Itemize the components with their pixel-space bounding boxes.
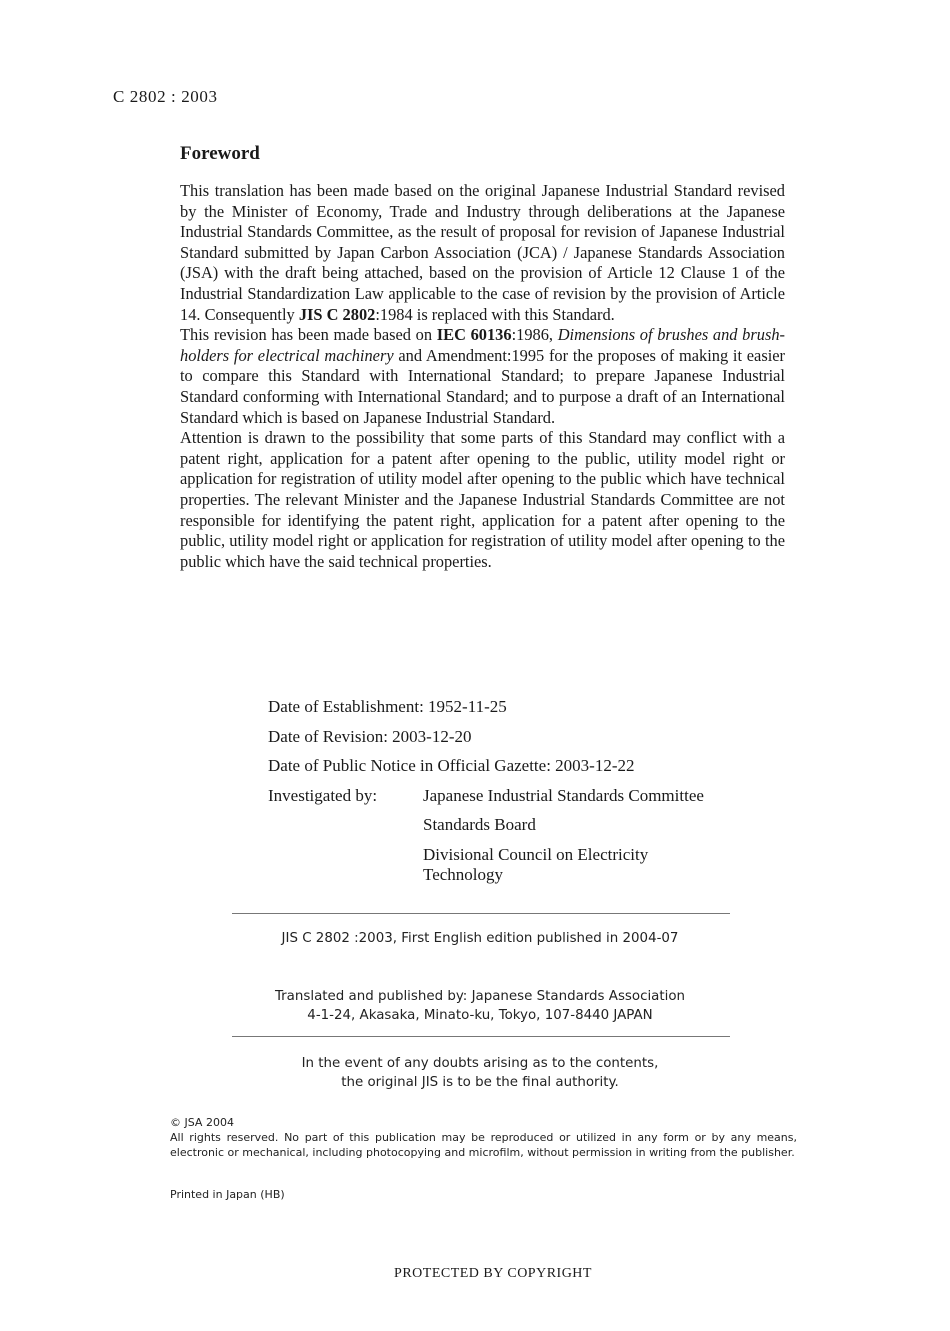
rights-reserved-text: All rights reserved. No part of this publication may be reproduced or utilized in any form or by any means, electronic or mechanical, including photocopying and microfilm, without permission in writing from the publisher.: [170, 1131, 797, 1159]
copyright-line: © JSA 2004: [170, 1116, 234, 1129]
translated-by-line-2: 4-1-24, Akasaka, Minato-ku, Tokyo, 107-8440 JAPAN: [307, 1008, 653, 1023]
date-public-notice: Date of Public Notice in Official Gazette: 2003-12-22: [268, 756, 635, 775]
divider-top: [232, 913, 730, 914]
p2-text-a: This revision has been made based on: [180, 325, 437, 345]
foreword-body: [180, 181, 785, 572]
p2-text-b: :1986,: [511, 325, 558, 345]
investigator-council-line-2: Technology: [423, 865, 504, 885]
copyright-footer: PROTECTED BY COPYRIGHT: [394, 1266, 592, 1281]
page-header-code: C 2802 : 2003: [113, 87, 218, 106]
p1-jis-ref: JIS C 2802: [298, 304, 376, 324]
foreword-paragraph-3: Attention is drawn to the possibility that some parts of this Standard may conflict with a patent right, application for a patent after opening to the public, utility model right or application for registration of utility model after opening to the public which have technical properties. The relevant Minister and the Japanese Industrial Standards Committee are not responsible for identifying the patent right, application for a patent after opening to the public, utility model right or application for registration of utility model after opening to the public which have the said technical properties.: [180, 428, 785, 571]
investigator-council-line-1: Divisional Council on Electricity: [423, 844, 649, 864]
p2-iec-ref: IEC 60136: [436, 325, 512, 345]
printed-in: Printed in Japan (HB): [170, 1188, 285, 1201]
date-revision: Date of Revision: 2003-12-20: [268, 726, 472, 746]
divider-bottom: [232, 1036, 730, 1037]
p2-standard-title: Dimensions of brushes and brush-holders for electrical machinery: [180, 325, 785, 365]
investigator-committee: Japanese Industrial Standards Committee: [423, 785, 704, 805]
foreword-paragraph-2: [180, 325, 785, 428]
investigated-by-list: [423, 786, 704, 886]
investigated-by-row: [268, 786, 704, 886]
dates-block: [268, 697, 704, 886]
investigated-by-label: Investigated by:: [268, 785, 378, 805]
authority-note: [180, 1054, 780, 1092]
date-establishment: Date of Establishment: 1952-11-25: [268, 697, 507, 716]
p1-text-b: :1984 is replaced with this Standard.: [375, 304, 615, 324]
authority-note-line-1: In the event of any doubts arising as to the contents,: [301, 1056, 659, 1071]
translated-by-line-1: Translated and published by: Japanese Standards Association: [274, 989, 686, 1004]
p1-text-a: This translation has been made based on the original Japanese Industrial Standard revised by the Minister of Economy, Trade and Industry through deliberations at the Japanese Industrial Standards Committee, as the result of proposal for revision of Japanese Industrial Standard submitted by Japan Carbon Association (JCA) / Japanese Standards Association (JSA) with the draft being attached, based on the provision of Article 12 Clause 1 of the Industrial Standardization Law applicable to the case of revision by the provision of Article 14. Consequently: [180, 181, 785, 324]
p2-text-c: and Amendment:1995 for the proposes of making it easier to compare this Standard with International Standard; to prepare Japanese Industrial Standard conforming with International Standard; and to purpose a draft of an International Standard which is based on Japanese Industrial Standard.: [180, 345, 785, 427]
authority-note-line-2: the original JIS is to be the final authority.: [341, 1075, 619, 1090]
foreword-title: Foreword: [180, 143, 260, 164]
translated-by: [180, 987, 780, 1025]
copyright-block: [170, 1115, 797, 1160]
edition-note: JIS C 2802 :2003, First English edition published in 2004-07: [281, 931, 679, 946]
foreword-paragraph-1: [180, 181, 785, 325]
investigator-board: Standards Board: [423, 815, 536, 835]
